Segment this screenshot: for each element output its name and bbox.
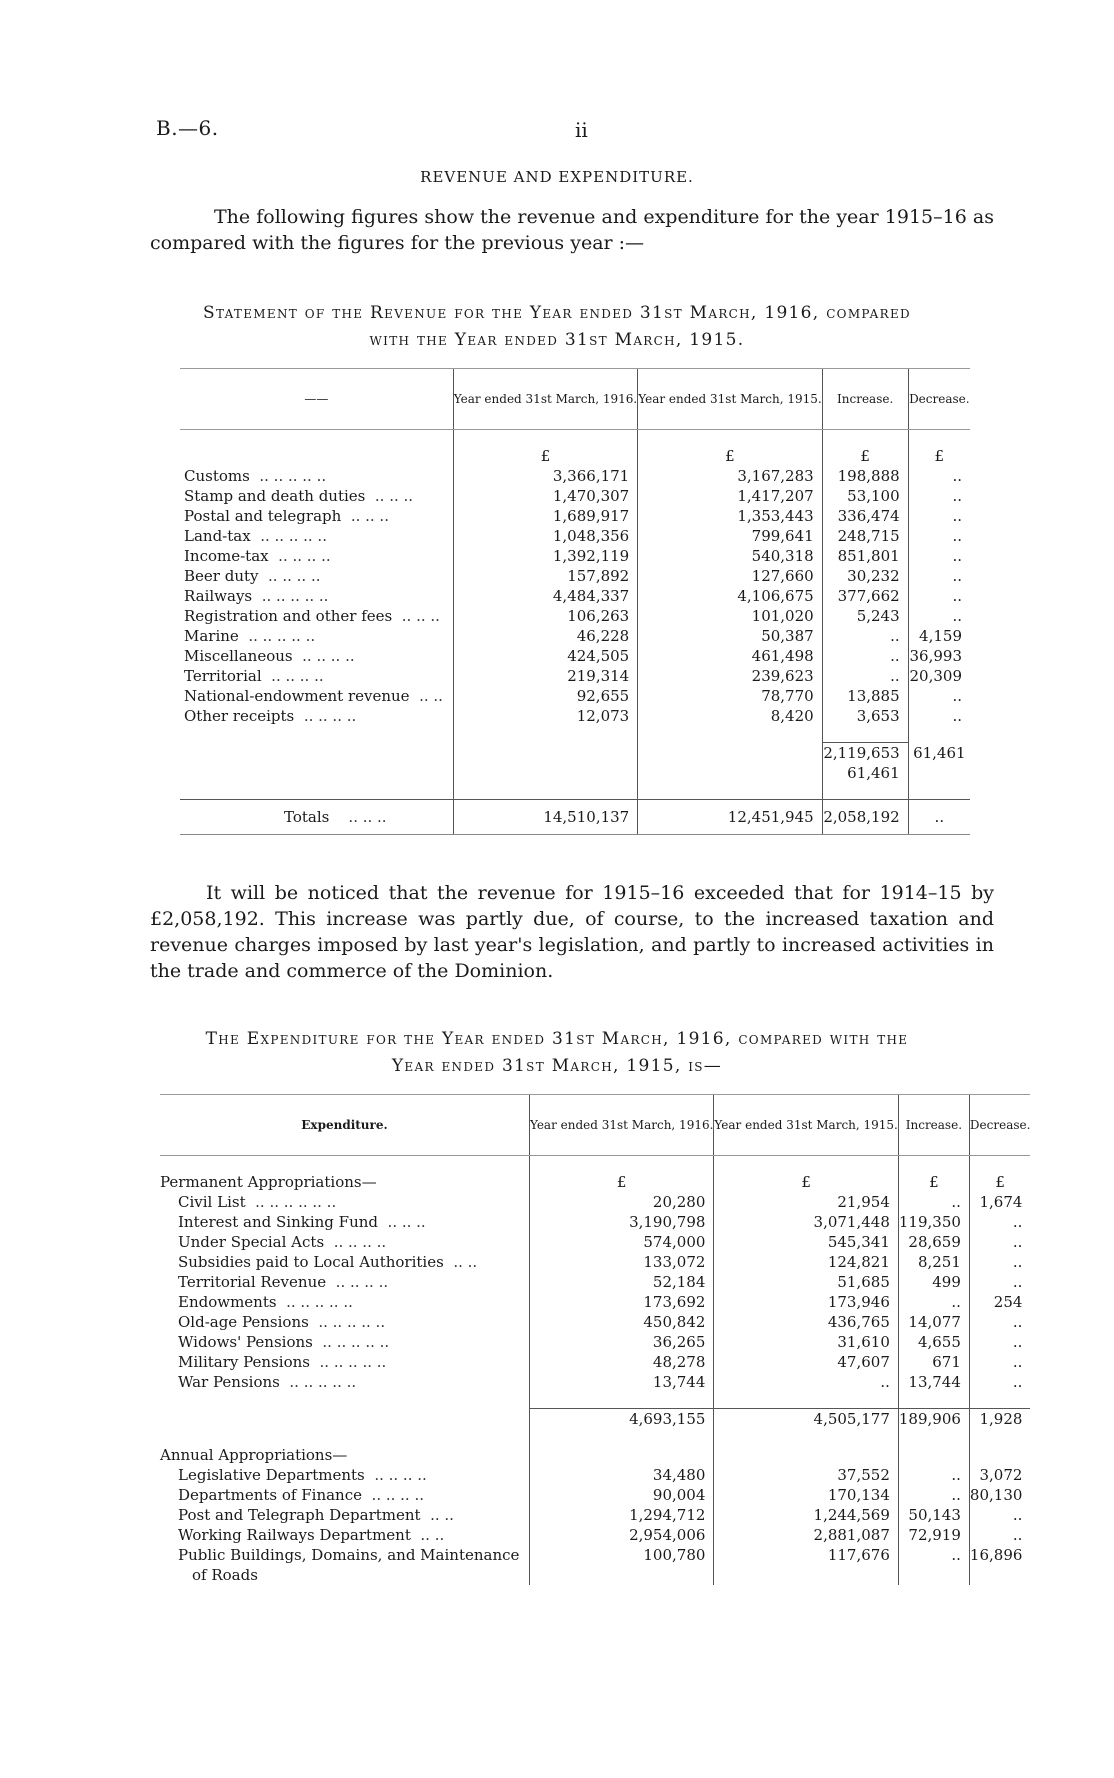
- value-1916: 34,480: [529, 1465, 713, 1485]
- row-label: [180, 606, 453, 626]
- value-1915: ..: [714, 1372, 898, 1392]
- value-decrease: 36,993: [908, 646, 970, 666]
- expenditure-heading-line2: Year ended 31st March, 1915, is—: [391, 1056, 723, 1076]
- value-decrease: 20,309: [908, 666, 970, 686]
- leader-dots: .. .. .. ..: [271, 667, 324, 685]
- table-row: [160, 1352, 1030, 1372]
- value-1916: 36,265: [529, 1332, 713, 1352]
- value-1916: 1,392,119: [453, 546, 637, 566]
- value-increase: 4,655: [898, 1332, 969, 1352]
- row-label: [160, 1312, 529, 1332]
- row-label: [180, 586, 453, 606]
- value-1915: 50,387: [638, 626, 822, 646]
- value-1916: 157,892: [453, 566, 637, 586]
- value-decrease: ..: [908, 706, 970, 726]
- value-decrease: ..: [969, 1372, 1030, 1392]
- intro-text: The following figures show the revenue and expenditure for the year 1915–16 as compared with the figures for the previous year :—: [150, 206, 994, 254]
- value-1916: 12,073: [453, 706, 637, 726]
- row-label-text: Miscellaneous: [184, 647, 293, 665]
- value-decrease: ..: [969, 1312, 1030, 1332]
- value-1916: 92,655: [453, 686, 637, 706]
- row-label: [180, 646, 453, 666]
- leader-dots: .. .. ..: [401, 607, 440, 625]
- value-1916: 3,190,798: [529, 1212, 713, 1232]
- row-label-text: Subsidies paid to Local Authorities: [178, 1253, 444, 1271]
- leader-dots: .. ..: [453, 1253, 478, 1271]
- leader-dots: .. .. .. ..: [374, 1466, 427, 1484]
- leader-dots: .. .. .. .. ..: [289, 1373, 357, 1391]
- table-row: [180, 646, 970, 666]
- table-row: [180, 566, 970, 586]
- value-decrease: ..: [908, 506, 970, 526]
- unit-pound: £: [969, 1172, 1030, 1192]
- table-row: [180, 506, 970, 526]
- table-row: [180, 526, 970, 546]
- leader-dots: .. .. .. .. ..: [286, 1293, 353, 1311]
- value-1915: 545,341: [714, 1232, 898, 1252]
- row-label-text: Income-tax: [184, 547, 269, 565]
- table-row: [180, 606, 970, 626]
- leader-dots: .. .. .. .. ..: [248, 627, 316, 645]
- leader-dots: .. .. .. .. .. ..: [255, 1193, 337, 1211]
- value-increase: 14,077: [898, 1312, 969, 1332]
- value-1915: 436,765: [714, 1312, 898, 1332]
- leader-dots: .. .. .. .. ..: [322, 1333, 390, 1351]
- leader-dots: .. ..: [420, 1526, 445, 1544]
- expenditure-col-increase: Increase.: [898, 1095, 969, 1156]
- value-1915: 127,660: [638, 566, 822, 586]
- total-1916: 14,510,137: [453, 800, 637, 835]
- table-row: [160, 1192, 1030, 1212]
- table-row: [160, 1505, 1030, 1525]
- expenditure-table: [160, 1094, 1030, 1585]
- row-label-text: Stamp and death duties: [184, 487, 366, 505]
- value-increase: 5,243: [822, 606, 908, 626]
- value-decrease: ..: [908, 526, 970, 546]
- value-increase: ..: [822, 626, 908, 646]
- value-1916: 1,689,917: [453, 506, 637, 526]
- revenue-col-increase: Increase.: [822, 369, 908, 430]
- spacer-row: [180, 783, 970, 800]
- leader-dots: .. .. .. ..: [303, 707, 357, 725]
- annual-appropriations-label: Annual Appropriations—: [160, 1446, 348, 1464]
- leader-dots: .. .. ..: [374, 487, 414, 505]
- value-decrease: ..: [908, 606, 970, 626]
- revenue-subtotal-less-row: [180, 763, 970, 783]
- table-row: [160, 1272, 1030, 1292]
- value-decrease: ..: [969, 1272, 1030, 1292]
- value-increase: 72,919: [898, 1525, 969, 1545]
- commentary-paragraph: [150, 880, 994, 984]
- value-increase: ..: [898, 1465, 969, 1485]
- value-decrease: ..: [969, 1252, 1030, 1272]
- unit-pound: £: [898, 1172, 969, 1192]
- revenue-less-decrease: 61,461: [822, 763, 908, 783]
- value-1916: 450,842: [529, 1312, 713, 1332]
- unit-pound: £: [529, 1172, 713, 1192]
- value-1915: 1,417,207: [638, 486, 822, 506]
- leader-dots: .. .. .. .. ..: [259, 467, 327, 485]
- value-1915: 78,770: [638, 686, 822, 706]
- value-1915: 2,881,087: [714, 1525, 898, 1545]
- row-label-text: Civil List: [178, 1193, 246, 1211]
- revenue-col-decrease: Decrease.: [908, 369, 970, 430]
- value-decrease: ..: [908, 566, 970, 586]
- value-1916: 48,278: [529, 1352, 713, 1372]
- leader-dots: .. .. .. .. ..: [319, 1353, 387, 1371]
- value-1915: 461,498: [638, 646, 822, 666]
- revenue-col-1916: Year ended 31st March, 1916.: [453, 369, 637, 430]
- leader-dots: .. .. .. ..: [268, 567, 321, 585]
- revenue-col-label: ——: [180, 369, 453, 430]
- row-label-text: Legislative Departments: [178, 1466, 365, 1484]
- total-decrease: ..: [908, 800, 970, 835]
- row-label-text: Territorial: [184, 667, 262, 685]
- annual-label-row: [160, 1445, 1030, 1465]
- expenditure-col-label: Expenditure.: [160, 1095, 529, 1156]
- table-row: [160, 1232, 1030, 1252]
- value-increase: 499: [898, 1272, 969, 1292]
- value-1915: 3,167,283: [638, 466, 822, 486]
- row-label: [180, 526, 453, 546]
- row-label-text: Old-age Pensions: [178, 1313, 309, 1331]
- row-label-text: Land-tax: [184, 527, 251, 545]
- spacer-row: [160, 1392, 1030, 1409]
- value-1915: 170,134: [714, 1485, 898, 1505]
- spacer-row: [180, 430, 970, 447]
- value-1916: 3,366,171: [453, 466, 637, 486]
- value-1916: 20,280: [529, 1192, 713, 1212]
- value-1916: 46,228: [453, 626, 637, 646]
- value-increase: 50,143: [898, 1505, 969, 1525]
- value-1916: 52,184: [529, 1272, 713, 1292]
- value-1915: 173,946: [714, 1292, 898, 1312]
- leader-dots: .. .. .. .. ..: [260, 527, 327, 545]
- row-label-text: Interest and Sinking Fund: [178, 1213, 378, 1231]
- table-row: [160, 1372, 1030, 1392]
- value-increase: ..: [822, 666, 908, 686]
- permanent-label-row: [160, 1172, 1030, 1192]
- value-increase: 13,744: [898, 1372, 969, 1392]
- expenditure-heading-line1: The Expenditure for the Year ended 31st March, 1916, compared with the: [205, 1029, 909, 1049]
- value-1915: 239,623: [638, 666, 822, 686]
- table-row: [160, 1485, 1030, 1505]
- revenue-heading-line2: with the Year ended 31st March, 1915.: [369, 330, 745, 350]
- row-label: [180, 506, 453, 526]
- value-1916: 1,048,356: [453, 526, 637, 546]
- row-label-text: Postal and telegraph: [184, 507, 342, 525]
- value-decrease: ..: [969, 1505, 1030, 1525]
- row-label-text: Registration and other fees: [184, 607, 393, 625]
- row-label: [160, 1252, 529, 1272]
- section-title: REVENUE AND EXPENDITURE.: [420, 168, 694, 186]
- row-label: [160, 1192, 529, 1212]
- intro-paragraph: [150, 204, 994, 256]
- revenue-col-1915: Year ended 31st March, 1915.: [638, 369, 822, 430]
- value-decrease: ..: [908, 466, 970, 486]
- value-1915: 3,071,448: [714, 1212, 898, 1232]
- value-1915: 21,954: [714, 1192, 898, 1212]
- value-increase: 3,653: [822, 706, 908, 726]
- value-1916: 4,484,337: [453, 586, 637, 606]
- row-label-text: Widows' Pensions: [178, 1333, 313, 1351]
- commentary-text: It will be noticed that the revenue for 1915–16 exceeded that for 1914–15 by £2,058,192. This increase was partly due, of course, to the increased taxation and revenue charges imposed by last year's legislation, and partly to increased activities in the trade and commerce of the Dominion.: [150, 882, 994, 982]
- row-label: [160, 1352, 529, 1372]
- value-increase: 30,232: [822, 566, 908, 586]
- row-label: [160, 1465, 529, 1485]
- expenditure-col-1915: Year ended 31st March, 1915.: [714, 1095, 898, 1156]
- page-number: ii: [575, 118, 588, 142]
- row-label-text: War Pensions: [178, 1373, 280, 1391]
- row-label: [160, 1212, 529, 1232]
- value-1916: 100,780: [529, 1545, 713, 1585]
- expenditure-col-decrease: Decrease.: [969, 1095, 1030, 1156]
- leader-dots: .. .. ..: [387, 1213, 426, 1231]
- row-label: [160, 1372, 529, 1392]
- value-1916: 2,954,006: [529, 1525, 713, 1545]
- permanent-total-increase: 189,906: [898, 1409, 969, 1430]
- value-increase: 377,662: [822, 586, 908, 606]
- total-1915: 12,451,945: [638, 800, 822, 835]
- table-row: [160, 1212, 1030, 1232]
- value-1916: 574,000: [529, 1232, 713, 1252]
- revenue-totals-row: [180, 800, 970, 835]
- table-row: [160, 1525, 1030, 1545]
- table-row: [180, 586, 970, 606]
- value-increase: ..: [822, 646, 908, 666]
- expenditure-header-row: [160, 1095, 1030, 1156]
- row-label-text: National-endowment revenue: [184, 687, 410, 705]
- table-row: [180, 546, 970, 566]
- row-label: [180, 626, 453, 646]
- leader-dots: .. .. ..: [348, 808, 387, 826]
- leader-dots: .. ..: [430, 1506, 454, 1524]
- table-row: [180, 706, 970, 726]
- value-increase: 53,100: [822, 486, 908, 506]
- value-decrease: ..: [908, 686, 970, 706]
- permanent-appropriations-label: Permanent Appropriations—: [160, 1173, 377, 1191]
- value-decrease: 16,896: [969, 1545, 1030, 1585]
- unit-pound: £: [714, 1172, 898, 1192]
- value-decrease: ..: [969, 1232, 1030, 1252]
- value-1915: 8,420: [638, 706, 822, 726]
- expenditure-col-1916: Year ended 31st March, 1916.: [529, 1095, 713, 1156]
- row-label: [180, 546, 453, 566]
- row-label: [180, 686, 453, 706]
- value-increase: 248,715: [822, 526, 908, 546]
- table-row: [160, 1252, 1030, 1272]
- value-increase: 851,801: [822, 546, 908, 566]
- permanent-total-1915: 4,505,177: [714, 1409, 898, 1430]
- value-1915: 540,318: [638, 546, 822, 566]
- row-label: [180, 706, 453, 726]
- revenue-header-row: [180, 369, 970, 430]
- value-increase: ..: [898, 1485, 969, 1505]
- document-reference: B.—6.: [156, 116, 219, 140]
- table-row: [180, 626, 970, 646]
- value-1915: 37,552: [714, 1465, 898, 1485]
- row-label: [180, 566, 453, 586]
- value-1916: 219,314: [453, 666, 637, 686]
- row-label: [160, 1485, 529, 1505]
- row-label: [180, 486, 453, 506]
- row-label: [160, 1272, 529, 1292]
- unit-pound: £: [638, 446, 822, 466]
- row-label: [180, 466, 453, 486]
- row-label-text: Working Railways Department: [178, 1526, 411, 1544]
- table-row: [180, 666, 970, 686]
- value-decrease: ..: [969, 1332, 1030, 1352]
- value-decrease: ..: [908, 586, 970, 606]
- value-decrease: ..: [969, 1212, 1030, 1232]
- row-label-text: Customs: [184, 467, 250, 485]
- leader-dots: .. .. .. .. ..: [318, 1313, 386, 1331]
- leader-dots: .. .. .. ..: [335, 1273, 389, 1291]
- row-label-text: Marine: [184, 627, 239, 645]
- value-1916: 1,294,712: [529, 1505, 713, 1525]
- value-1915: 101,020: [638, 606, 822, 626]
- value-decrease: 1,674: [969, 1192, 1030, 1212]
- value-1915: 1,353,443: [638, 506, 822, 526]
- unit-pound: £: [453, 446, 637, 466]
- table-row: [180, 686, 970, 706]
- row-label-text: Public Buildings, Domains, and Maintenance: [178, 1546, 520, 1564]
- value-increase: 119,350: [898, 1212, 969, 1232]
- value-decrease: 254: [969, 1292, 1030, 1312]
- unit-pound: £: [908, 446, 970, 466]
- revenue-subtotal-row: [180, 743, 970, 764]
- units-row: [180, 446, 970, 466]
- row-label-text: Endowments: [178, 1293, 277, 1311]
- value-1916: 424,505: [453, 646, 637, 666]
- value-decrease: 3,072: [969, 1465, 1030, 1485]
- value-decrease: ..: [969, 1352, 1030, 1372]
- value-decrease: ..: [908, 486, 970, 506]
- leader-dots: .. .. .. ..: [278, 547, 331, 565]
- table-row: [180, 466, 970, 486]
- row-label: [160, 1292, 529, 1312]
- row-label-text: Beer duty: [184, 567, 259, 585]
- row-label: [160, 1545, 529, 1585]
- value-1915: 1,244,569: [714, 1505, 898, 1525]
- leader-dots: .. .. .. ..: [371, 1486, 424, 1504]
- spacer-row: [160, 1429, 1030, 1445]
- value-1915: 47,607: [714, 1352, 898, 1372]
- value-increase: ..: [898, 1292, 969, 1312]
- value-1916: 106,263: [453, 606, 637, 626]
- revenue-heading: [100, 300, 1014, 354]
- revenue-table: [180, 368, 970, 835]
- value-increase: 13,885: [822, 686, 908, 706]
- row-label-continuation: of Roads: [192, 1566, 258, 1584]
- permanent-total-decrease: 1,928: [969, 1409, 1030, 1430]
- value-increase: 671: [898, 1352, 969, 1372]
- value-1915: 31,610: [714, 1332, 898, 1352]
- row-label-text: Post and Telegraph Department: [178, 1506, 421, 1524]
- leader-dots: .. ..: [419, 687, 443, 705]
- table-row: [160, 1332, 1030, 1352]
- row-label-text: Other receipts: [184, 707, 295, 725]
- value-1915: 124,821: [714, 1252, 898, 1272]
- totals-label: Totals: [284, 808, 330, 826]
- value-1916: 1,470,307: [453, 486, 637, 506]
- value-increase: 28,659: [898, 1232, 969, 1252]
- leader-dots: .. .. .. .. ..: [261, 587, 329, 605]
- row-label-text: Departments of Finance: [178, 1486, 362, 1504]
- value-increase: 8,251: [898, 1252, 969, 1272]
- row-label: [160, 1505, 529, 1525]
- leader-dots: .. .. .. ..: [302, 647, 355, 665]
- value-1916: 90,004: [529, 1485, 713, 1505]
- value-1915: 4,106,675: [638, 586, 822, 606]
- value-1916: 133,072: [529, 1252, 713, 1272]
- value-decrease: 80,130: [969, 1485, 1030, 1505]
- spacer-row: [180, 726, 970, 743]
- row-label: [180, 666, 453, 686]
- expenditure-heading: [100, 1026, 1014, 1080]
- row-label: [160, 1332, 529, 1352]
- value-1916: 13,744: [529, 1372, 713, 1392]
- revenue-heading-line1: Statement of the Revenue for the Year ended 31st March, 1916, compared: [203, 303, 911, 323]
- value-1915: 51,685: [714, 1272, 898, 1292]
- unit-pound: £: [822, 446, 908, 466]
- row-label-text: Railways: [184, 587, 253, 605]
- table-row: [160, 1545, 1030, 1585]
- value-1915: 117,676: [714, 1545, 898, 1585]
- leader-dots: .. .. ..: [350, 507, 389, 525]
- revenue-subtotal-increase: 2,119,653: [822, 743, 908, 764]
- permanent-total-1916: 4,693,155: [529, 1409, 713, 1430]
- table-row: [160, 1465, 1030, 1485]
- row-label: [160, 1232, 529, 1252]
- value-1916: 173,692: [529, 1292, 713, 1312]
- value-increase: 336,474: [822, 506, 908, 526]
- value-increase: ..: [898, 1192, 969, 1212]
- value-increase: ..: [898, 1545, 969, 1585]
- table-row: [180, 486, 970, 506]
- revenue-subtotal-decrease: 61,461: [908, 743, 970, 764]
- value-decrease: 4,159: [908, 626, 970, 646]
- row-label-text: Territorial Revenue: [178, 1273, 327, 1291]
- table-row: [160, 1312, 1030, 1332]
- row-label-text: Military Pensions: [178, 1353, 310, 1371]
- value-decrease: ..: [908, 546, 970, 566]
- total-increase: 2,058,192: [822, 800, 908, 835]
- value-increase: 198,888: [822, 466, 908, 486]
- permanent-totals-row: [160, 1409, 1030, 1430]
- spacer-row: [160, 1156, 1030, 1173]
- value-1915: 799,641: [638, 526, 822, 546]
- leader-dots: .. .. .. ..: [333, 1233, 387, 1251]
- table-row: [160, 1292, 1030, 1312]
- value-decrease: ..: [969, 1525, 1030, 1545]
- row-label-text: Under Special Acts: [178, 1233, 325, 1251]
- row-label: [160, 1525, 529, 1545]
